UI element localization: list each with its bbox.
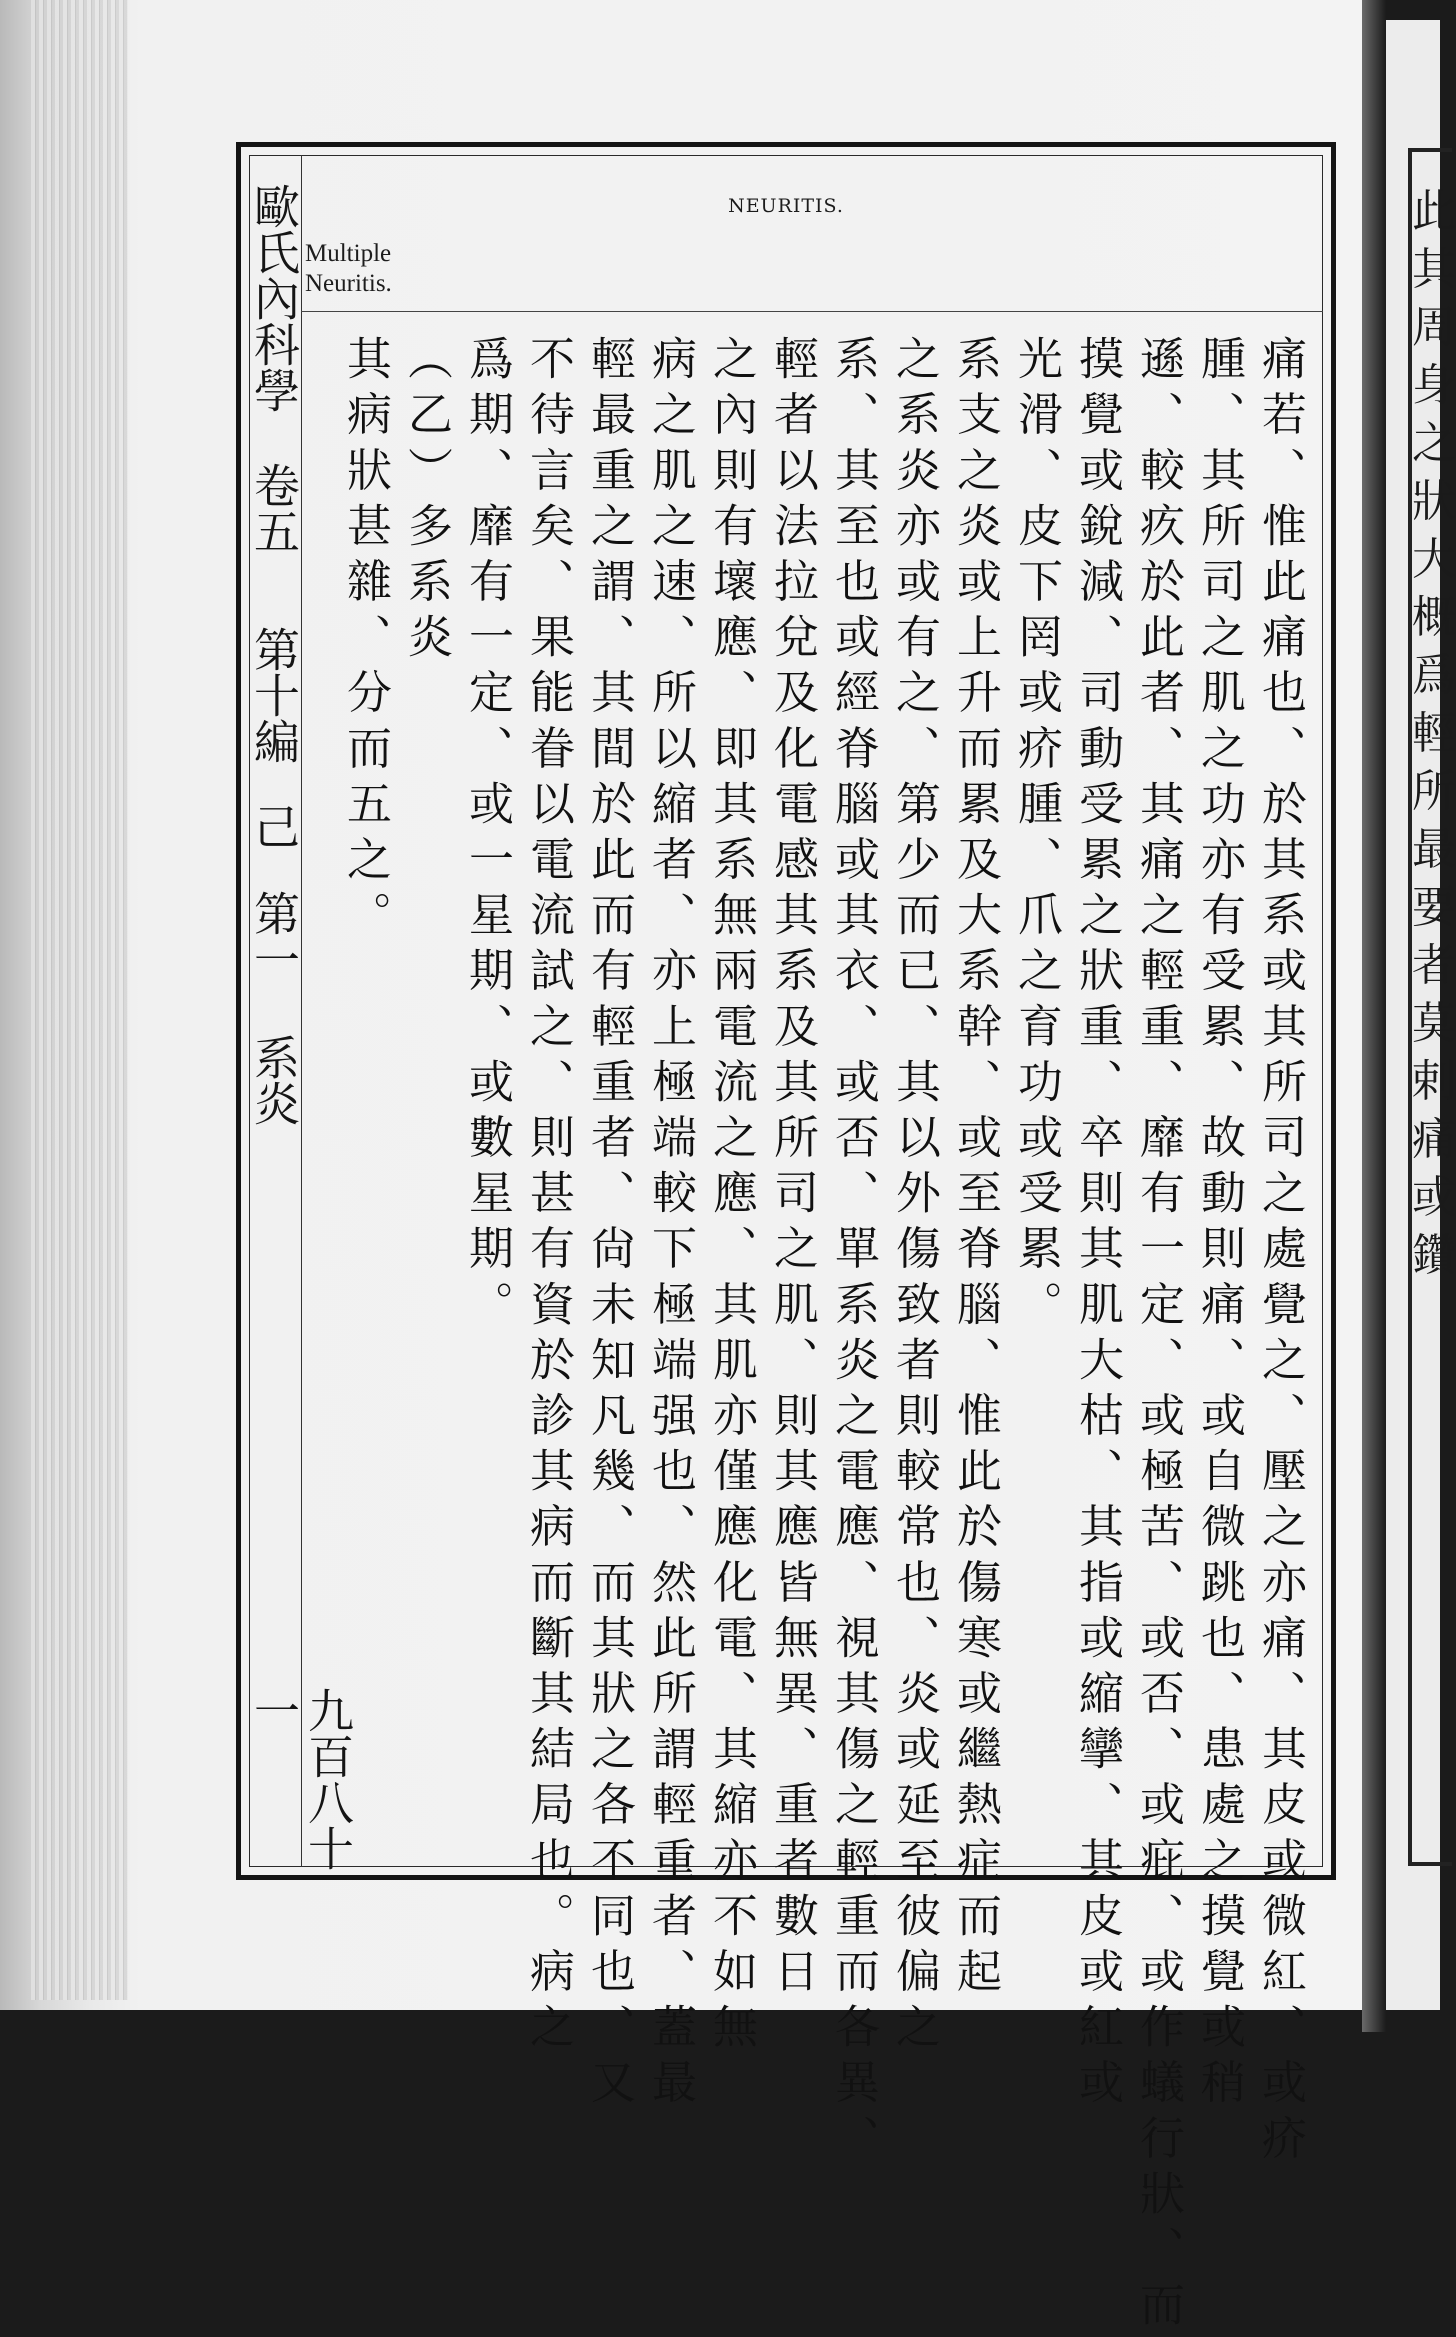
next-page-char: 之 [1412, 418, 1456, 469]
next-page-char: 要 [1412, 882, 1456, 933]
page-edges [28, 0, 128, 2000]
next-page-char: 痛 [1412, 1114, 1456, 1165]
text-column: 遜、較疚於此者、其痛之輕重、靡有一定、或極苦、或否、或疪、或作蟻行狀、而 [1132, 335, 1185, 2337]
next-page-char: 其 [1412, 244, 1456, 295]
next-page-char: 或 [1412, 1172, 1456, 1223]
next-page-char: 大 [1412, 534, 1456, 585]
next-page-char: 爲 [1412, 650, 1456, 701]
next-page-char: 身 [1412, 360, 1456, 411]
margin-note [305, 239, 392, 299]
next-page-char: 狀 [1412, 476, 1456, 527]
text-column: 爲期、靡有一定、或一星期、或數星期。 [461, 335, 514, 1336]
section-letter: 己 [247, 802, 301, 849]
text-frame [236, 142, 1336, 2337]
text-column: 輕最重之謂、其間於此而有輕重者、尙未知凡幾、而其狀之各不同也、又 [583, 335, 636, 2115]
chapter: 第一 [247, 889, 301, 982]
next-page-char: 鑽 [1412, 1230, 1456, 1281]
text-column: 之系炎亦或有之、第少而已、其以外傷致者則較常也、炎或延至彼偏之 [888, 335, 941, 2059]
text-column: 痛若、惟此痛也、於其系或其所司之處覺之、壓之亦痛、其皮或微紅、或疥 [1254, 335, 1307, 2170]
text-column: 病之肌之速、所以縮者、亦上極端較下極端强也、然此所謂輕重者、蓋最 [644, 335, 697, 2115]
next-page-char: 輕 [1412, 708, 1456, 759]
text-column: 其病狀甚雜、分而五之。 [339, 335, 392, 947]
next-page-char: 者 [1412, 940, 1456, 991]
header-rule [301, 311, 1323, 312]
vertical-title [247, 183, 301, 1126]
text-column: 腫、其所司之肌之功亦有受累、故動則痛、或自微跳也、患處之摸覺或稍 [1193, 335, 1246, 2115]
text-column: 光滑、皮下罔或疥腫、爪之育功或受累。 [1010, 335, 1063, 1336]
page-number: 九百八十一 [247, 1687, 355, 1871]
running-head: NEURITIS. [728, 195, 844, 217]
part: 第十編 [247, 626, 301, 765]
text-column: 輕者以法拉兌及化電感其系及其所司之肌、則其應皆無異、重者數日 [766, 335, 819, 2003]
next-page-char: 概 [1412, 592, 1456, 643]
next-page-char: 剌 [1412, 1056, 1456, 1107]
section-heading: （乙）多系炎 [400, 335, 453, 669]
margin-note-line: Neuritis. [305, 270, 392, 297]
next-page-char: 此 [1412, 186, 1456, 237]
title-divider-rule [301, 155, 302, 1867]
book-title: 歐氏內科學 [247, 183, 301, 413]
text-column: 系支之炎或上升而累及大系幹、或至脊腦、惟此於傷寒或繼熱症而起 [949, 335, 1002, 2003]
margin-note-line: Multiple [305, 240, 392, 267]
body-text [321, 335, 1311, 2337]
text-column: 系、其至也或經脊腦或其衣、或否、單系炎之電應、視其傷之輕重而各異、 [827, 335, 880, 2170]
next-page-char: 莫 [1412, 998, 1456, 1049]
next-page-text [1412, 186, 1456, 1830]
chapter-title: 系炎 [247, 1034, 301, 1127]
volume: 卷五 [247, 461, 301, 554]
next-page-char: 所 [1412, 766, 1456, 817]
book-gutter [1362, 0, 1386, 2032]
next-page-char: 最 [1412, 824, 1456, 875]
next-page-char: 周 [1412, 302, 1456, 353]
text-column: 之內則有壞應、即其系無兩電流之應、其肌亦僅應化電、其縮亦不如無 [705, 335, 758, 2059]
text-column: 摸覺或銳減、司動受累之狀重、卒則其肌大枯、其指或縮攣、其皮或紅或 [1071, 335, 1124, 2115]
text-column: 不待言矣、果能眷以電流試之、則甚有資於診其病而斷其結局也。病之 [522, 335, 575, 2059]
